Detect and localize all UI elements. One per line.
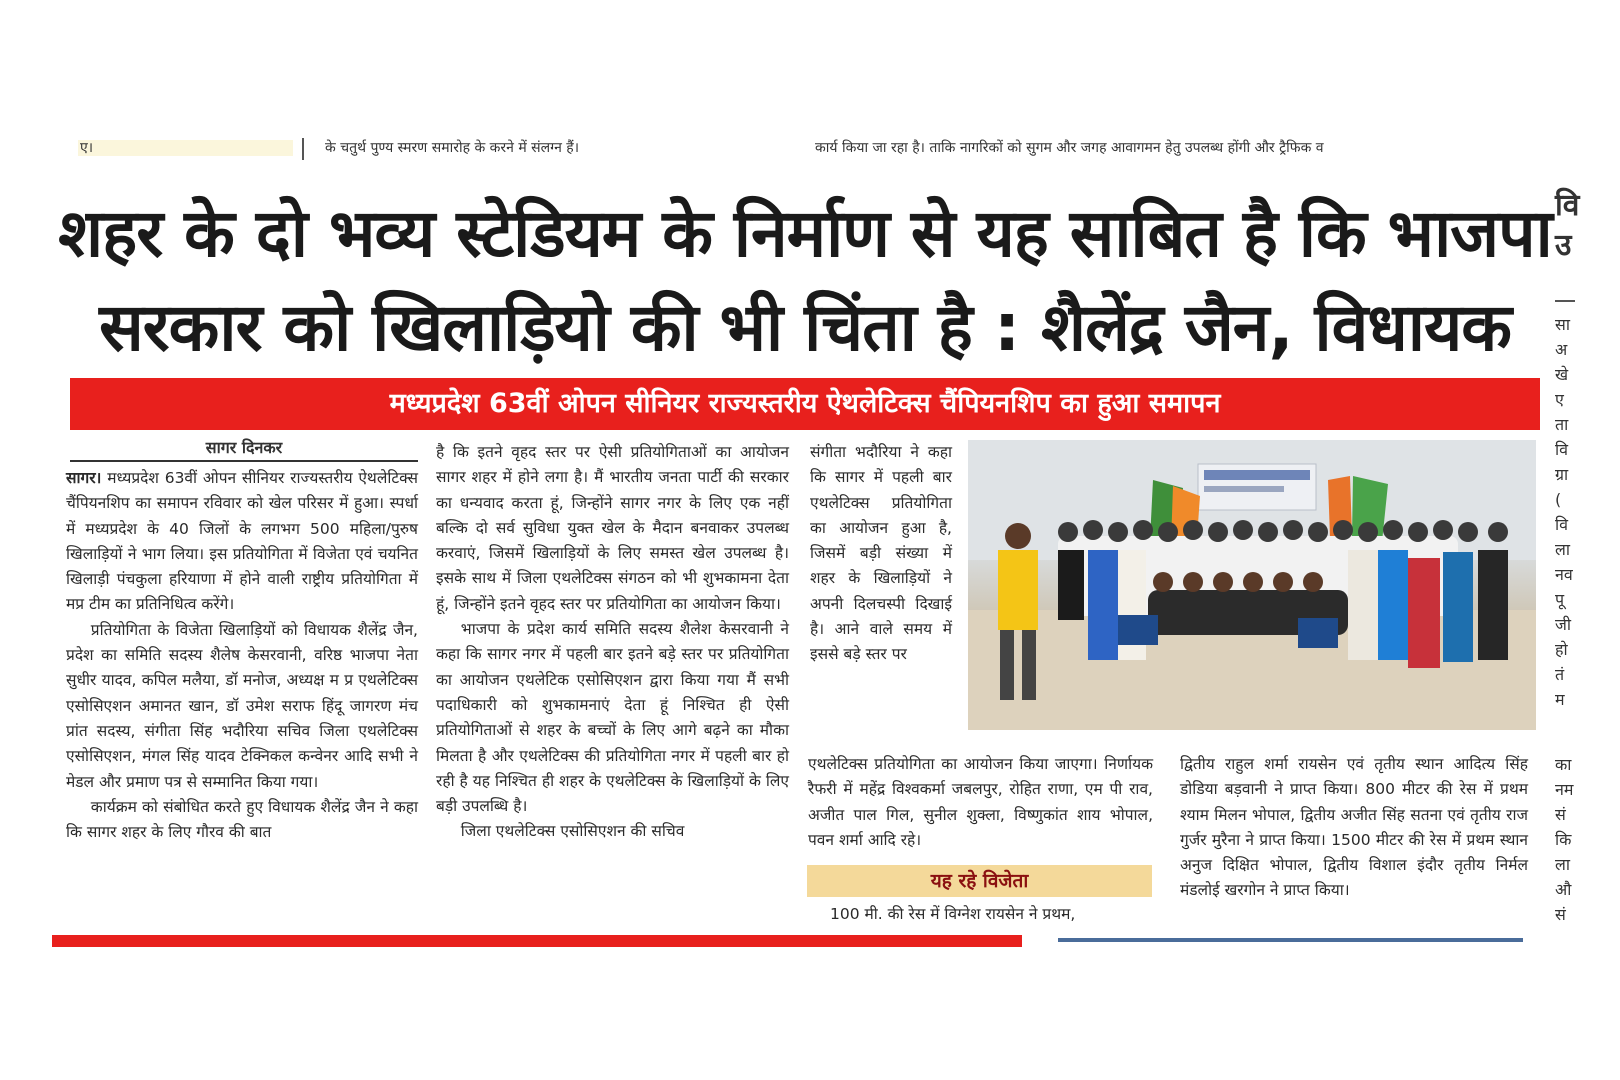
article-column-3-bottom	[830, 902, 1160, 930]
right-edge-char: सं	[1555, 905, 1566, 924]
col3-paragraph-1-narrow: संगीता भदौरिया ने कहा कि सागर में पहली बार एथलेटिक्स प्रतियोगिता का आयोजन हुआ है, जिसमें बड़ी संख्या में शहर के खिलाड़ियों ने अपनी दिलचस्पी दिखाई है। आने वाले समय में इससे बड़े स्तर पर	[810, 443, 952, 664]
article-column-2	[436, 440, 789, 936]
right-edge-char: वि	[1555, 515, 1569, 534]
right-edge-char: पू	[1555, 590, 1565, 609]
top-fragment-right: कार्य किया जा रहा है। ताकि नागरिकों को सुगम और जगह आवागमन हेतु उपलब्ध होंगी और ट्रैफिक व	[815, 140, 1324, 156]
article-column-3-narrow	[810, 440, 952, 740]
right-edge-char: खे	[1555, 365, 1569, 384]
bottom-red-rule	[52, 935, 1022, 947]
right-edge-rule	[1555, 300, 1575, 302]
right-edge-char: ला	[1555, 540, 1570, 559]
right-edge-fragment-middle	[1555, 312, 1577, 712]
right-edge-fragment-top	[1555, 186, 1580, 266]
right-edge-char: नम	[1555, 780, 1574, 799]
right-edge-char: हो	[1555, 640, 1568, 659]
col1-paragraph-2: प्रतियोगिता के विजेता खिलाड़ियों को विधायक शैलेंद्र जैन, प्रदेश का समिति सदस्य शैलेष केसरवानी, वरिष्ठ भाजपा नेता सुधीर यादव, कपिल मलैया, डॉ मनोज, अध्यक्ष म प्र एथलेटिक्स एसोसिएशन अमानत खान, डॉ उमेश सराफ हिंदू जागरण मंच प्रांत सदस्य, संगीता सिंह भदौरिया सचिव जिला एथलेटिक्स एसोसिएशन, मंगल सिंह यादव टेक्निकल कन्वेनर आदि सभी ने मेडल और प्रमाण पत्र से सम्मानित किया गया।	[66, 620, 418, 791]
col3-paragraph-1-wide: एथलेटिक्स प्रतियोगिता का आयोजन किया जाएगा। निर्णायक रैफरी में महेंद्र विश्वकर्मा जबलपुर, रोहित राणा, एम पी राव, अजीत पाल गिल, सुनील शुक्ला, विष्णुकांत शाय भोपाल, पवन शर्मा आदि रहे।	[808, 755, 1153, 849]
right-edge-char: तं	[1555, 665, 1565, 684]
right-edge-char: ग्रा	[1555, 465, 1569, 484]
col4-paragraph-1: द्वितीय राहुल शर्मा रायसेन एवं तृतीय स्थान आदित्य सिंह डोडिया बड़वानी ने प्राप्त किया। 800 मीटर की रेस में प्रथम श्याम मिलन भोपाल, द्वितीय अजीत सिंह सतना एवं तृतीय राज गुर्जर मुरैना ने प्राप्त किया। 1500 मीटर की रेस में प्रथम स्थान अनुज दिक्षित भोपाल, द्वितीय विशाल इंदौर तृतीय निर्मल मंडलोई खरगोन ने प्राप्त किया।	[1180, 755, 1528, 900]
right-edge-char: म	[1555, 690, 1565, 709]
right-edge-char: ए	[1555, 390, 1564, 409]
right-edge-char: जी	[1555, 615, 1572, 634]
headline-line-1: शहर के दो भव्य स्टेडियम के निर्माण से यह साबित है कि भाजपा	[58, 195, 1552, 272]
news-photo	[968, 440, 1536, 730]
athletes-group-photo-illustration	[968, 440, 1536, 730]
top-fragment-middle: के चतुर्थ पुण्य स्मरण समारोह के करने में संलग्न हैं।	[325, 140, 580, 156]
right-edge-char: ता	[1555, 415, 1569, 434]
bottom-blue-rule	[1058, 938, 1523, 942]
right-edge-char: वि	[1555, 440, 1569, 459]
col2-paragraph-2: भाजपा के प्रदेश कार्य समिति सदस्य शैलेश केसरवानी ने कहा कि सागर नगर में पहली बार इतने बड़े स्तर पर प्रतियोगिता का आयोजन एथलेटिक एसोसिएशन द्वारा किया गया मैं सभी पदाधिकारी को शुभकामनाएं देता हूं निश्चित ही ऐसी प्रतियोगिताओं से शहर के बच्चों के लिए आगे बढ़ने का मौका मिलता है और एथलेटिक्स की प्रतियोगिता नगर में पहली बार हो रही है यह निश्चित ही शहर के एथलेटिक्स के खिलाड़ियों के लिए बड़ी उपलब्धि है।	[436, 620, 789, 816]
right-edge-char: वि	[1555, 188, 1580, 223]
right-edge-char: औ	[1555, 880, 1572, 899]
col1-paragraph-3: कार्यक्रम को संबोधित करते हुए विधायक शैलेंद्र जैन ने कहा कि सागर शहर के लिए गौरव की बात	[66, 797, 418, 842]
col3-paragraph-2: 100 मी. की रेस में विग्नेश रायसेन ने प्रथम,	[830, 905, 1076, 923]
right-edge-char: सं	[1555, 805, 1566, 824]
right-edge-char: अ	[1555, 340, 1568, 359]
article-column-4	[1180, 752, 1528, 932]
right-edge-fragment-bottom	[1555, 752, 1577, 927]
top-fragment-left: ए।	[80, 140, 94, 156]
col1-paragraph-1: मध्यप्रदेश 63वीं ओपन सीनियर राज्यस्तरीय ऐथलेटिक्स चैंपियनशिप का समापन रविवार को खेल परिसर में हुआ। स्पर्धा में मध्यप्रदेश के 40 जिलों के लगभग 500 महिला/पुरुष खिलाड़ियों ने भाग लिया। इस प्रतियोगिता में विजेता एवं चयनित खिलाड़ी पंचकुला हरियाणा में होने वाली राष्ट्रीय प्रतियोगिता में मप्र टीम का प्रतिनिधित्व करेंगे।	[66, 469, 418, 614]
right-edge-char: ला	[1555, 855, 1570, 874]
dateline: सागर।	[66, 469, 102, 487]
col2-paragraph-1: है कि इतने वृहद स्तर पर ऐसी प्रतियोगिताओं का आयोजन सागर शहर में होने लगा है। मैं भारतीय जनता पार्टी की सरकार का धन्यवाद करता हूं, जिन्होंने सागर नगर के लिए एक नहीं बल्कि दो सर्व सुविधा युक्त खेल के मैदान बनवाकर उपलब्ध करवाएं, जिसमें खिलाड़ियों के लिए समस्त खेल उपलब्ध है। इसके साथ में जिला एथलेटिक्स संगठन को भी शुभकामना देता हूं, जिन्होंने इतने वृहद स्तर पर प्रतियोगिता का आयोजन किया।	[436, 443, 789, 613]
byline: सागर दिनकर	[70, 436, 418, 462]
column-divider	[302, 138, 304, 160]
col2-paragraph-3: जिला एथलेटिक्स एसोसिएशन की सचिव	[460, 822, 685, 841]
right-edge-char: कि	[1555, 830, 1572, 849]
article-column-3-wide	[808, 752, 1153, 857]
right-edge-char: नव	[1555, 565, 1573, 584]
right-edge-char: (	[1555, 490, 1562, 509]
right-edge-char: का	[1555, 755, 1572, 774]
winners-heading: यह रहे विजेता	[807, 865, 1152, 897]
headline-line-2: सरकार को खिलाड़ियो की भी चिंता है : शैलेंद्र जैन, विधायक	[99, 289, 1511, 366]
article-column-1	[66, 466, 418, 936]
right-edge-char: सा	[1555, 315, 1570, 334]
right-edge-char: उ	[1555, 228, 1572, 263]
subheadline-band: मध्यप्रदेश 63वीं ओपन सीनियर राज्यस्तरीय ऐथलेटिक्स चैंपियनशिप का हुआ समापन	[70, 378, 1540, 430]
